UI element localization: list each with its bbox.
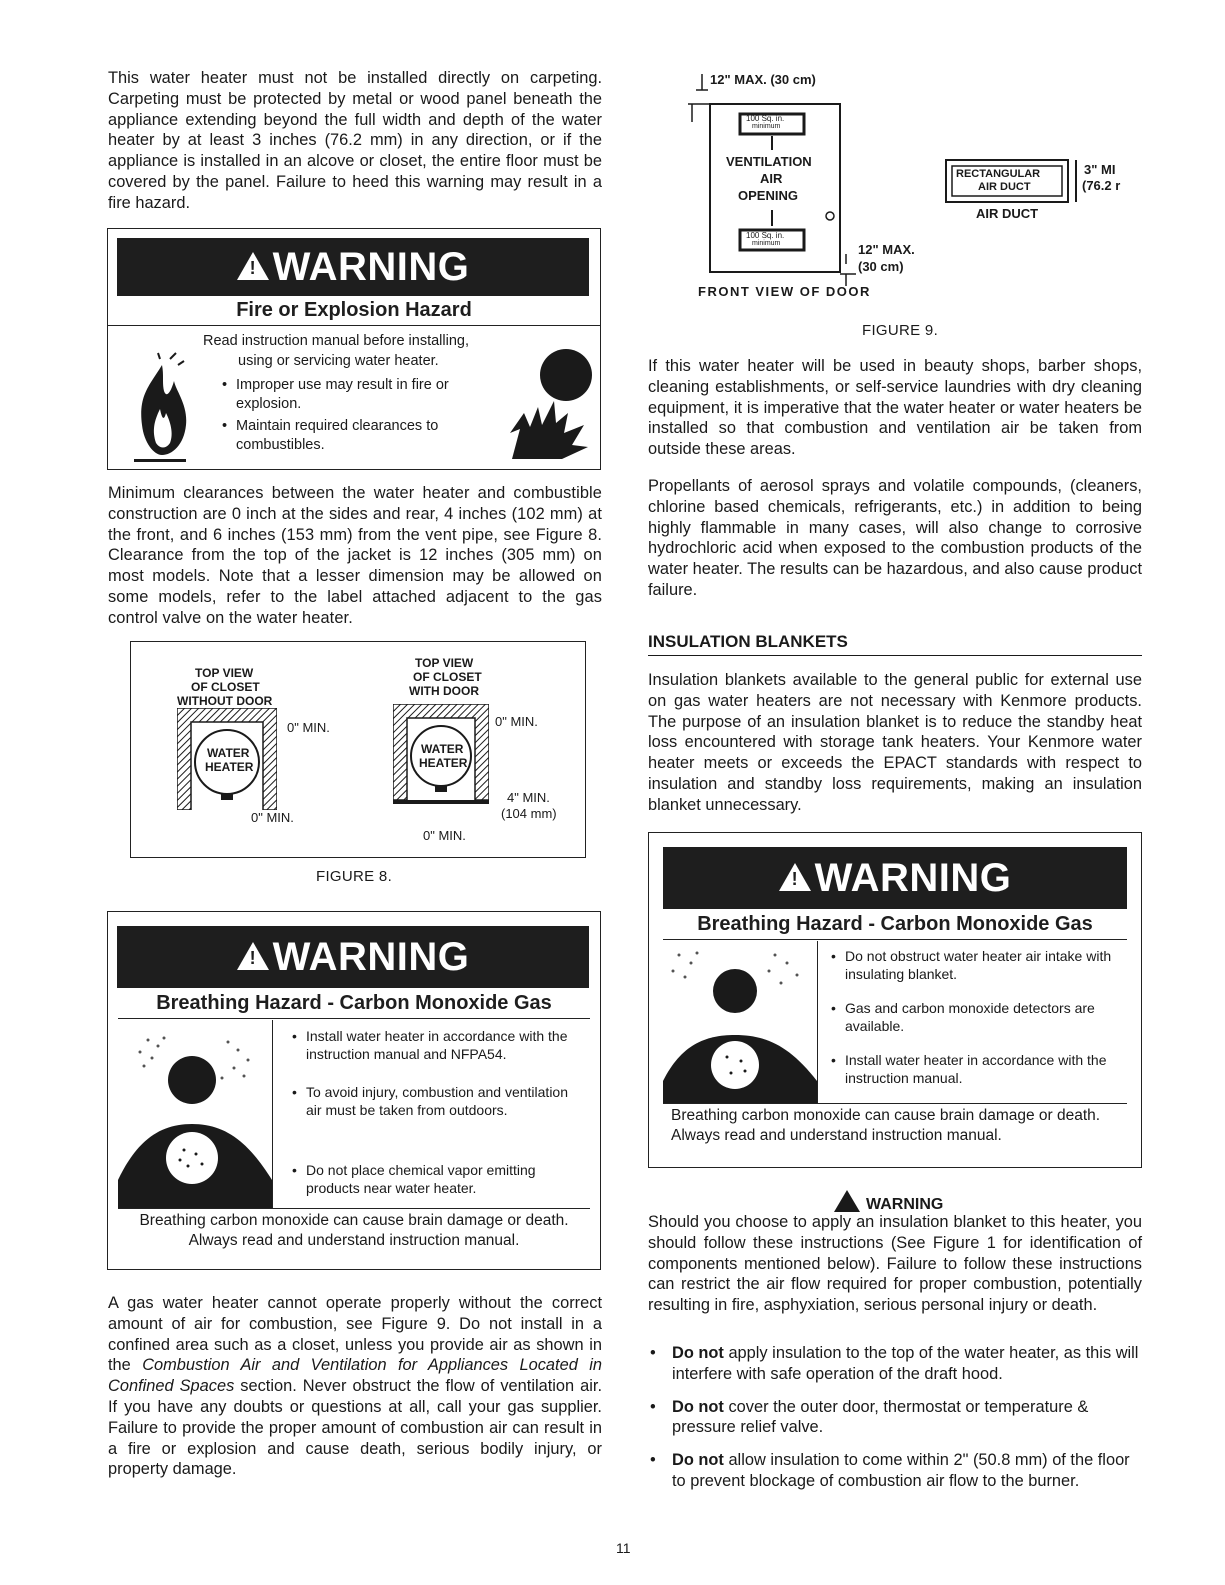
warning-banner: [117, 926, 589, 988]
co-person-icon-right: [663, 941, 818, 1103]
fig8-right-label-3: WITH DOOR: [409, 684, 479, 698]
fire-warning-box: [107, 228, 601, 470]
should-paragraph: Should you choose to apply an insulation blanket to this heater, you should follow these instructions (See Figure 1 for identification of components mentioned below). Failure to follow these instructions can restrict the air flow required for proper combustion, potentially resulting in fire, asphyxiation, serious personal injury or death.: [648, 1213, 1142, 1315]
intro-paragraph: This water heater must not be installed directly on carpeting. Carpeting must be protected by metal or wood panel beneath the appliance extending beyond the full width and depth of the water heater by at least 3 inches (76.2 mm) in any direction, or if the appliance is installed in an alcove or closet, the entire floor must be covered by the panel. Failure to heed this warning may result in a fire hazard.: [108, 69, 602, 212]
fig9-opening: OPENING: [738, 188, 798, 203]
warning-triangle-icon: [834, 1190, 860, 1212]
warning-banner: [117, 238, 589, 296]
co-left-bullet-2: • To avoid injury, combustion and ventilation air must be taken from outdoors.: [306, 1083, 578, 1119]
fig9-minimum-a: minimum: [752, 123, 781, 130]
fig8-left-label-1: TOP VIEW: [195, 666, 254, 680]
warning-banner: [663, 847, 1127, 909]
fig9-max-bottom: 12" MAX.: [858, 242, 915, 257]
insulation-heading: INSULATION BLANKETS: [648, 632, 1142, 656]
fig8-left-label-3: WITHOUT DOOR: [177, 694, 273, 708]
clearances-paragraph: Minimum clearances between the water heater and combustible construction are 0 inch at the sides and rear, 4 inches (102 mm) at the front, and 6 inches (153 mm) from the vent pipe, see Figure 8. Clearance from the top of the jacket is 12 inches (305 mm) on most models. Note that a lesser dimension may be allowed on some models, refer to the label attached adjacent to the gas control valve on the water heater.: [108, 484, 602, 627]
warning-banner-text: WARNING: [272, 245, 470, 289]
fire-bullet-2: • Maintain required clearances to combustibles.: [236, 417, 486, 455]
warning-triangle-icon: !: [237, 252, 269, 280]
gas-air-paragraph: A gas water heater cannot operate properly without the correct amount of air for combustion, see Figure 9. Do not install in a confined area such as a closet, unless you provide air as shown in the Combustion Air and Ventilation for Appliances Located in Confined Spaces section. Never obstruct the flow of ventilation air. If you have any doubts or questions at all, call your gas supplier. Failure to provide the proper amount of combustion air can result in a fire or explosion and cause death, serious bodily injury, or property damage.: [108, 1294, 602, 1479]
co-warning-box-left: [107, 911, 601, 1270]
warning-banner-text: WARNING: [272, 935, 470, 979]
co-person-icon: [118, 1020, 273, 1208]
figure-8: [130, 641, 586, 858]
figure-9: [680, 64, 1150, 300]
fig9-minimum-b: minimum: [752, 240, 781, 247]
fig9-air: AIR: [760, 171, 783, 186]
propellants-paragraph: Propellants of aerosol sprays and volatile compounds, (cleaners, chlorine based chemicals, refrigerants, etc.) in addition to being highly flammable in many cases, will also change to corrosive hydrochloric acid when exposed to the combustion products of the water heater. The results can be hazardous, and also cause product failure.: [648, 477, 1142, 599]
fig9-three-mm: (76.2 r: [1082, 178, 1121, 193]
figure-9-caption: FIGURE 9.: [862, 322, 939, 339]
fig8-water-a: WATER: [207, 746, 250, 760]
co-right-bullet-2: • Gas and carbon monoxide detectors are available.: [845, 999, 1121, 1035]
fig9-rect-1: RECTANGULAR: [956, 168, 1041, 180]
fig8-min-4: 4" MIN.: [507, 790, 550, 805]
fire-read-line1: Read instruction manual before installing,: [203, 333, 469, 349]
fire-read-line2: using or servicing water heater.: [238, 353, 439, 369]
fig8-heater-b: HEATER: [419, 756, 468, 770]
insulation-bullet-1: • Do not apply insulation to the top of the water heater, as this will interfere with safe operation of the draft hood.: [650, 1344, 1139, 1383]
co-warning-box-right: [648, 832, 1142, 1168]
fig9-front-view: FRONT VIEW OF DOOR: [698, 284, 871, 299]
co-left-bullet-1: • Install water heater in accordance with the instruction manual and NFPA54.: [306, 1027, 578, 1063]
fig8-min-a: 0" MIN.: [287, 720, 330, 735]
fig8-min-4mm: (104 mm): [501, 806, 557, 821]
insulation-paragraph: Insulation blankets available to the general public for external use on gas water heaters are not necessary with Kenmore products. The purpose of an insulation blanket is to reduce the standby heat loss encountered with storage tank heaters. Your Kenmore water heater meets or exceeds the EPACT standards with respect to insulation and standby loss requirements, making an insulation blanket unnecessary.: [648, 671, 1142, 814]
insulation-bullet-2: • Do not cover the outer door, thermostat or temperature & pressure relief valve.: [650, 1397, 1089, 1437]
co-hazard-title-right: Breathing Hazard - Carbon Monoxide Gas: [663, 909, 1127, 940]
co-right-footer: Breathing carbon monoxide can cause brain damage or death. Always read and understand instruction manual.: [663, 1103, 1127, 1148]
co-left-footer: Breathing carbon monoxide can cause brain damage or death. Always read and understand instruction manual.: [118, 1208, 590, 1253]
fire-bullet-1: • Improper use may result in fire or explosion.: [236, 376, 486, 414]
fig8-right-label-2: OF CLOSET: [413, 670, 482, 684]
fig9-ventilation: VENTILATION: [726, 154, 812, 169]
warning-triangle-icon: !: [237, 942, 269, 970]
fig8-right-label-1: TOP VIEW: [415, 656, 474, 670]
fig9-max-bottom-cm: (30 cm): [858, 259, 904, 274]
co-hazard-title: Breathing Hazard - Carbon Monoxide Gas: [118, 988, 590, 1019]
fire-icon: [130, 351, 194, 463]
fig8-min-b: 0" MIN.: [251, 810, 294, 825]
fig9-rect-2: AIR DUCT: [978, 181, 1031, 193]
fig9-sq-in-a: 100 Sq. in.: [746, 114, 785, 123]
fig9-air-duct: AIR DUCT: [976, 206, 1039, 221]
beauty-paragraph: If this water heater will be used in beauty shops, barber shops, cleaning establishments, or self-service laundries with dry cleaning equipment, it is imperative that the water heater or water heaters be installed so that combustion and ventilation air be taken from outside these areas.: [648, 357, 1142, 459]
insulation-bullets: [648, 1343, 1142, 1492]
figure-8-caption: FIGURE 8.: [316, 868, 393, 885]
fig9-three-min: 3" MI: [1084, 162, 1116, 177]
co-left-bullet-3: • Do not place chemical vapor emitting products near water heater.: [306, 1161, 578, 1197]
warning-triangle-icon: !: [779, 863, 811, 891]
fig8-heater-a: HEATER: [205, 760, 254, 774]
fig8-min-d: 0" MIN.: [423, 828, 466, 843]
fig8-left-label-2: OF CLOSET: [191, 680, 260, 694]
warning-banner-text: WARNING: [814, 856, 1012, 900]
co-right-bullet-3: • Install water heater in accordance with the instruction manual.: [845, 1051, 1121, 1087]
fire-hazard-title: Fire or Explosion Hazard: [108, 297, 600, 326]
fig8-water-b: WATER: [421, 742, 464, 756]
small-warning-heading: WARNING: [834, 1190, 943, 1214]
fig9-sq-in-b: 100 Sq. in.: [746, 231, 785, 240]
co-right-bullet-1: • Do not obstruct water heater air intake with insulating blanket.: [845, 947, 1121, 983]
explosion-icon: [502, 341, 592, 461]
fig8-min-c: 0" MIN.: [495, 714, 538, 729]
page-number: 11: [616, 1540, 631, 1556]
insulation-bullet-3: • Do not allow insulation to come within 2" (50.8 mm) of the floor to prevent blockage of combustion air flow to the burner.: [650, 1451, 1130, 1490]
fig9-max-top: 12" MAX. (30 cm): [710, 72, 816, 87]
